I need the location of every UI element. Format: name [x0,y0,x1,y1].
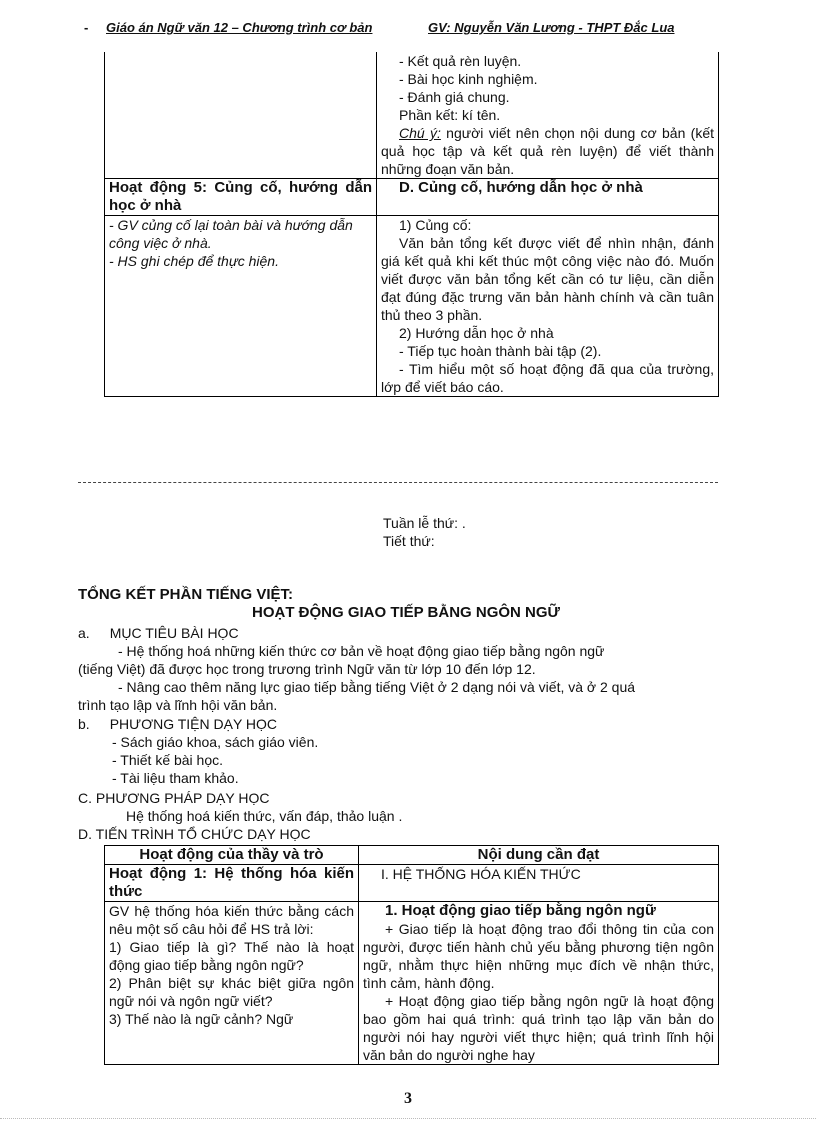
communication-definition: + Giao tiếp là hoạt động trao đổi thông tin của con người, được tiến hành chủ yếu bằng phương tiện ngôn ngữ, nhằm thực hiện những mục đích về nhận thức, tình cảm, hành động. [363,921,714,991]
lesson-title-text: HOẠT ĐỘNG GIAO TIẾP BẰNG NGÔN NGỮ [251,604,560,621]
teacher-task: - GV củng cố lại toàn bài và hướng dẫn công việc ở nhà. [109,217,353,251]
week-label: Tuần lễ thứ: . [383,515,466,531]
objective-2-line1: - Nâng cao thêm năng lực giao tiếp bằng tiếng Việt ở 2 dạng nói và viết, và ở 2 quá [118,679,636,695]
table2-head-activity: Hoạt động của thầy và trò [105,846,359,865]
table1-left-empty [105,52,377,179]
objective-1-line1: - Hệ thống hoá những kiến thức cơ bản về hoạt động giao tiếp bằng ngôn ngữ [118,643,605,659]
activity1-content [359,902,719,1065]
objectives-label: a. [78,625,90,641]
resource-item: - Thiết kế bài học. [112,752,224,768]
activity5-title: Hoạt động 5: Củng cố, hướng dẫn học ở nhà [105,179,377,216]
objectives-title: MỤC TIÊU BÀI HỌC [109,625,239,641]
header-course: Giáo án Ngữ văn 12 – Chương trình cơ bản [106,20,373,35]
resources-label: b. [78,716,90,732]
lesson-process-table [104,845,719,1065]
homework-title: 2) Hướng dẫn học ở nhà [399,325,554,341]
process-title: D. TIẾN TRÌNH TỔ CHỨC DẠY HỌC [78,826,311,842]
page-bottom-rule [0,1118,816,1119]
methods-title: C. PHƯƠNG PHÁP DẠY HỌC [78,790,270,806]
resources-title: PHƯƠNG TIỆN DẠY HỌC [109,716,278,732]
question-intro: GV hệ thống hóa kiến thức bằng cách nêu một số câu hỏi để HS trả lời: [109,903,354,937]
lesson-table-previous [104,52,719,397]
objectives-heading [78,624,738,642]
student-task: - HS ghi chép để thực hiện. [109,253,279,269]
note-paragraph [381,124,714,178]
table1-content-cell [377,52,719,179]
homework-item: - Tìm hiểu một số hoạt động đã qua của trường, lớp để viết báo cáo. [381,361,714,395]
question-2: 2) Phân biệt sự khác biệt giữa ngôn ngữ nói và ngôn ngữ viết? [109,975,354,1009]
consolidation-text: Văn bản tổng kết được viết để nhìn nhận, đánh giá kết quả khi kết thúc một công việc nào đó. Muốn viết được văn bản tổng kết cần có tư liệu, cần diễn đạt đúng đặc trưng văn bản hành chính và cần tuân thủ theo 3 phần. [381,235,714,323]
activity1-title: Hoạt động 1: Hệ thống hóa kiến thức [105,865,359,902]
communication-title: 1. Hoạt động giao tiếp bằng ngôn ngữ [385,902,656,919]
table2-head-content: Nội dung cần đạt [359,846,719,865]
consolidation-title: 1) Củng cố: [399,217,472,233]
activity5-right [377,216,719,397]
activity1-questions [105,902,359,1065]
objective-1-line2: (tiếng Việt) đã được học trong trương trình Ngữ văn từ lớp 10 đến lớp 12. [78,661,536,677]
evaluation-item: - Đánh giá chung. [399,89,510,105]
activity5-left [105,216,377,397]
note-text: người viết nên chọn nội dung cơ bản (kết quả học tập và kết quả rèn luyện) để viết thành những đoạn văn bản. [381,125,714,177]
week-period-info [383,514,466,550]
resources-heading [78,715,738,733]
section-i-title: I. HỆ THỐNG HÓA KIẾN THỨC [359,865,719,902]
conclusion-item: Phần kết: kí tên. [399,107,501,123]
question-1: 1) Giao tiếp là gì? Thế nào là hoạt động giao tiếp bằng ngôn ngữ? [109,939,354,973]
period-label: Tiết thứ: [383,533,435,549]
objectives-text [78,642,738,714]
lesson-title [0,604,816,621]
communication-process: + Hoạt động giao tiếp bằng ngôn ngữ là hoạt động bao gồm hai quá trình: quá trình tạo lập văn bản do người nói hay người viết thực hiện; quá trình lĩnh hội văn bản do người nghe hay [363,993,714,1063]
section-title: TỔNG KẾT PHẦN TIẾNG VIỆT: [78,586,294,603]
objective-2-line2: trình tạo lập và lĩnh hội văn bản. [78,697,278,713]
note-label: Chú ý: [399,125,441,141]
page-number: 3 [404,1090,412,1107]
lesson-item: - Bài học kinh nghiệm. [399,71,538,87]
methods-text: Hệ thống hoá kiến thức, vấn đáp, thảo luận . [126,808,403,824]
section-d-title: D. Củng cố, hướng dẫn học ở nhà [377,179,719,216]
resources-list [78,733,738,787]
header-teacher: GV: Nguyễn Văn Lương - THPT Đắc Lua [428,20,675,35]
resource-item: - Sách giáo khoa, sách giáo viên. [112,734,319,750]
homework-item: - Tiếp tục hoàn thành bài tập (2). [399,343,602,359]
result-item: - Kết quả rèn luyện. [399,53,522,69]
header-dash: - [84,20,89,35]
section-divider [78,482,718,483]
question-3: 3) Thế nào là ngữ cảnh? Ngữ [109,1011,294,1027]
resource-item: - Tài liệu tham khảo. [112,770,239,786]
